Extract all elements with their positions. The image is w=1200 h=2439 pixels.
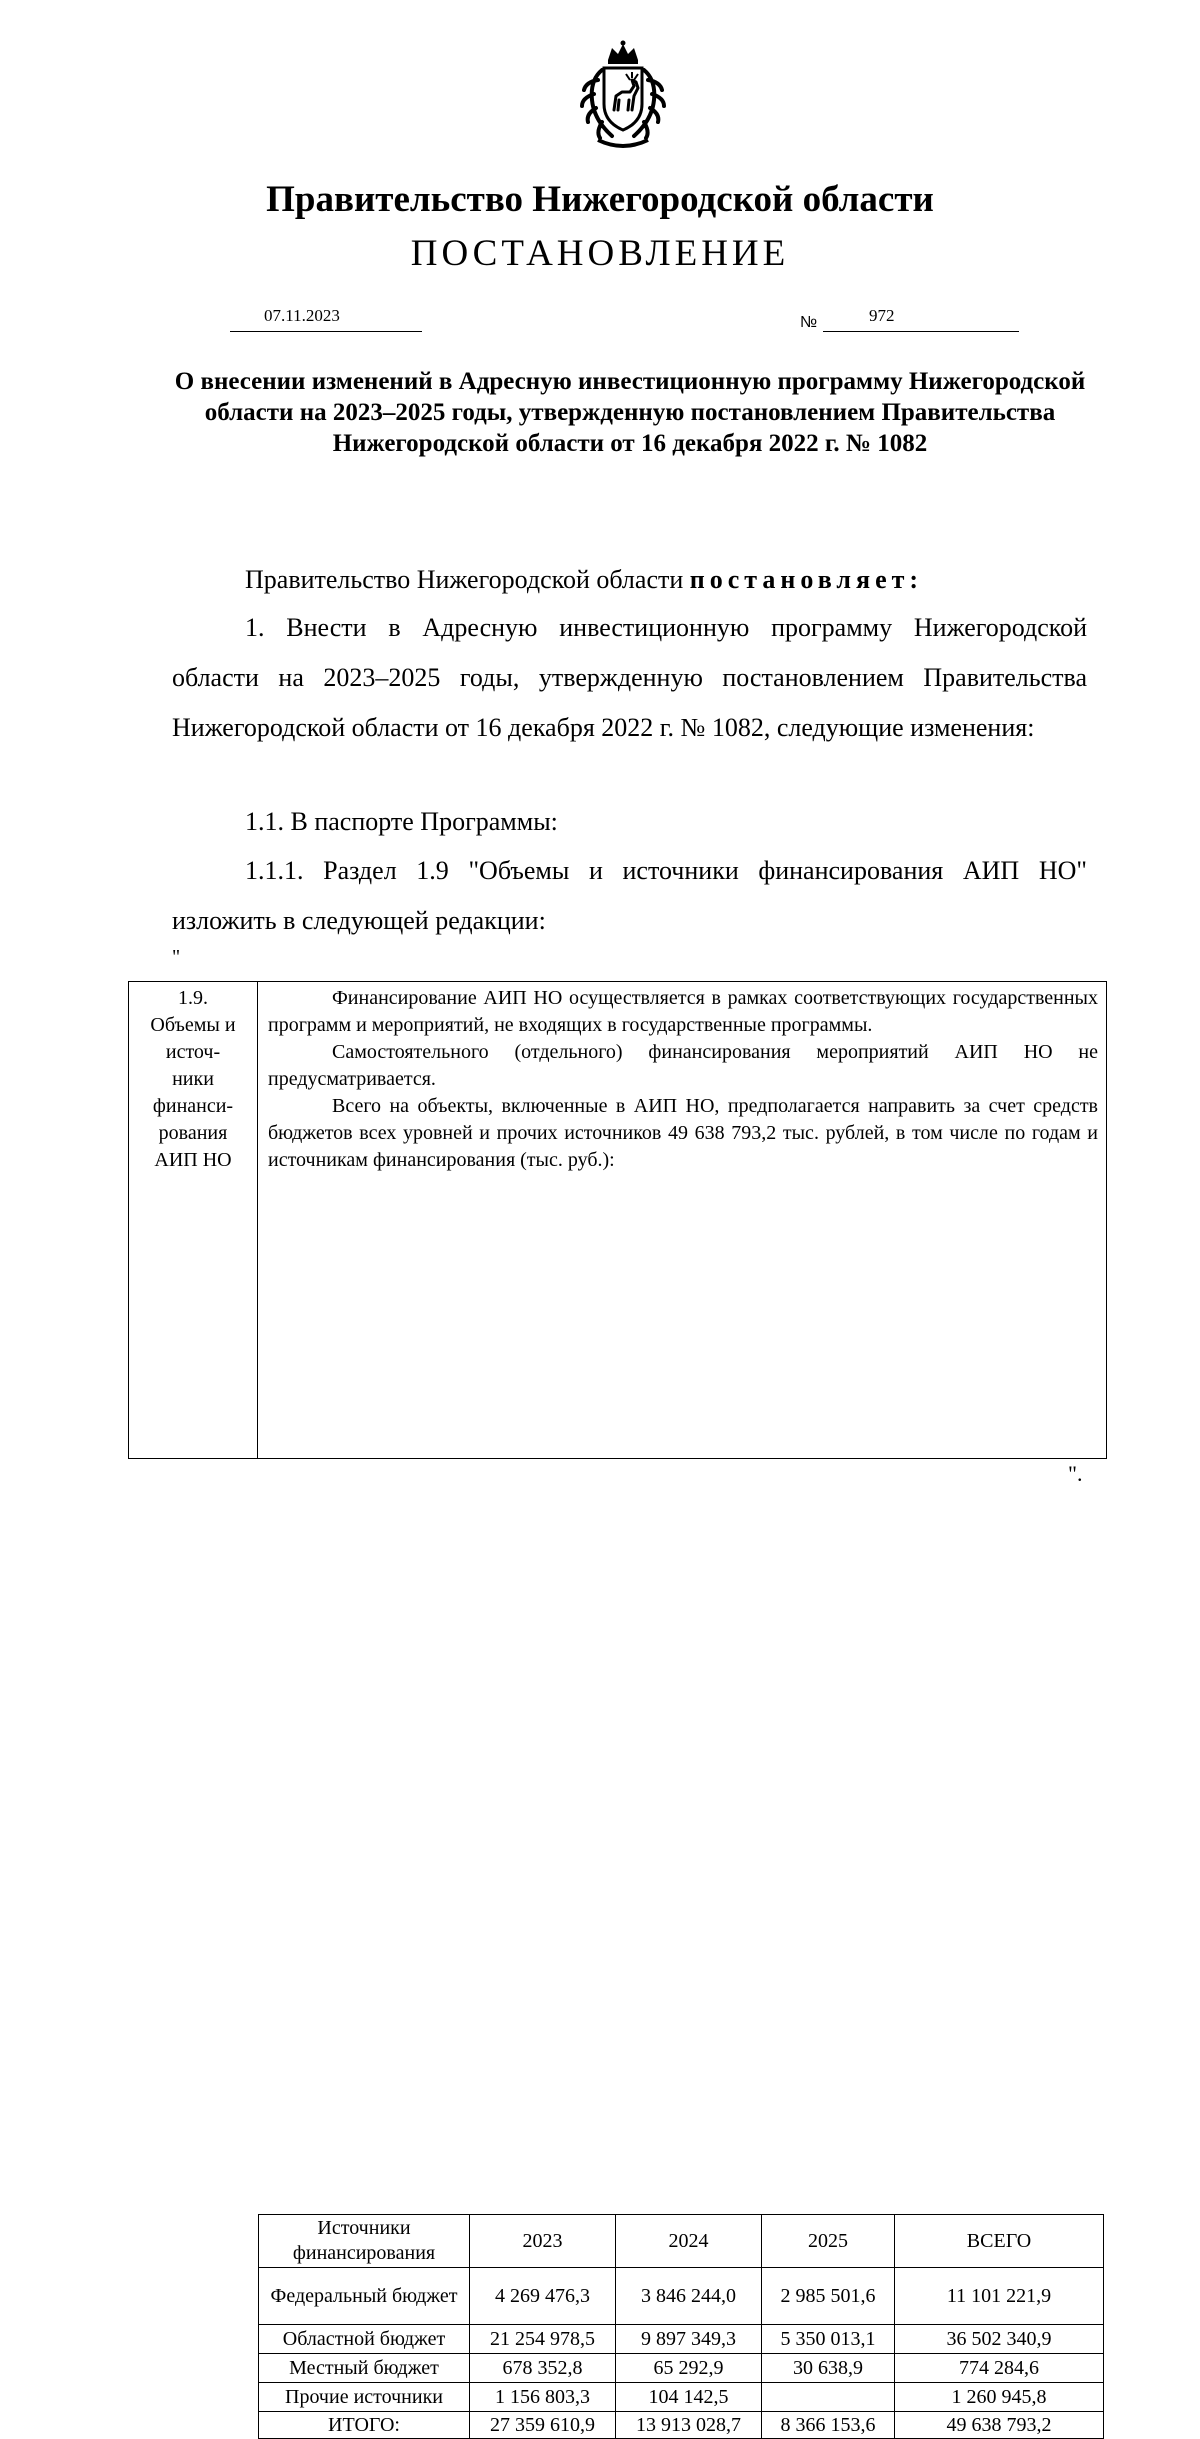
- section-paragraph: Финансирование АИП НО осуществляется в рамках соответствующих государственных программ и мероприятий, не входящих в государственные программы.: [268, 987, 1098, 1036]
- table-row: [259, 2354, 1104, 2383]
- table-cell: Федеральный бюджет: [259, 2268, 470, 2325]
- column-header: ВСЕГО: [895, 2215, 1104, 2268]
- table-header-row: [259, 2215, 1104, 2268]
- section-title-line: рования: [158, 1122, 228, 1144]
- decree-word: постановляет:: [689, 565, 924, 594]
- table-row: [259, 2383, 1104, 2412]
- table-cell: 774 284,6: [895, 2354, 1104, 2383]
- table-cell: 4 269 476,3: [470, 2268, 616, 2325]
- section-content-cell: [258, 982, 1105, 1458]
- section-title-line: АИП НО: [154, 1149, 232, 1171]
- table-row: [259, 2268, 1104, 2325]
- document-date: 07.11.2023: [264, 306, 340, 325]
- financing-table: [258, 2214, 1104, 2439]
- column-header: 2023: [470, 2215, 616, 2268]
- decree-prefix: Правительство Нижегородской области: [245, 565, 690, 594]
- item-1-1-1-paragraph: 1.1.1. Раздел 1.9 "Объемы и источники финансирования АИП НО" изложить в следующей редакции:: [172, 856, 1087, 935]
- table-cell: 36 502 340,9: [895, 2325, 1104, 2354]
- opening-quote: ": [172, 946, 181, 968]
- section-title-line: Объемы и: [150, 1014, 236, 1036]
- table-cell: Областной бюджет: [259, 2325, 470, 2354]
- coat-of-arms-icon: [572, 40, 674, 152]
- table-cell: 8 366 153,6: [762, 2412, 895, 2439]
- number-sign: №: [800, 314, 818, 331]
- passport-section-table: [128, 981, 1107, 2436]
- table-cell: 27 359 610,9: [470, 2412, 616, 2439]
- table-cell: 30 638,9: [762, 2354, 895, 2383]
- table-cell: 9 897 349,3: [616, 2325, 762, 2354]
- table-cell: Местный бюджет: [259, 2354, 470, 2383]
- section-paragraph: Всего на объекты, включенные в АИП НО, предполагается направить за счет средств бюджетов всех уровней и прочих источников 49 638 793,2 тыс. рублей, в том числе по годам и источникам финансирования (тыс. руб.):: [268, 1095, 1098, 1171]
- table-cell: 104 142,5: [616, 2383, 762, 2412]
- table-cell: 21 254 978,5: [470, 2325, 616, 2354]
- document-type: ПОСТАНОВЛЕНИЕ: [410, 233, 790, 274]
- table-cell: 65 292,9: [616, 2354, 762, 2383]
- section-text: [268, 985, 1098, 1174]
- column-header: 2025: [762, 2215, 895, 2268]
- decree-paragraph: [245, 555, 1087, 605]
- closing-quote: ".: [1068, 1461, 1083, 1486]
- table-cell: Прочие источники: [259, 2383, 470, 2412]
- date-field: [230, 305, 422, 332]
- table-cell: 1 156 803,3: [470, 2383, 616, 2412]
- table-cell: 11 101 221,9: [895, 2268, 1104, 2325]
- table-cell: [762, 2383, 895, 2412]
- document-heading: О внесении изменений в Адресную инвестиционную программу Нижегородской области на 2023–2025 годы, утвержденную постановлением Правительства Нижегородской области от 16 декабря 2022 г. № 1082: [174, 368, 1086, 457]
- table-cell: 49 638 793,2: [895, 2412, 1104, 2439]
- table-cell: ИТОГО:: [259, 2412, 470, 2439]
- table-row: [259, 2325, 1104, 2354]
- section-title-line: финанси-: [152, 1095, 234, 1117]
- column-header: Источники финансирования: [259, 2215, 470, 2268]
- table-cell: 678 352,8: [470, 2354, 616, 2383]
- table-cell: 5 350 013,1: [762, 2325, 895, 2354]
- table-total-row: [259, 2412, 1104, 2439]
- number-field: [823, 305, 1019, 332]
- table-cell: 1 260 945,8: [895, 2383, 1104, 2412]
- table-cell: 3 846 244,0: [616, 2268, 762, 2325]
- section-title-line: ники: [172, 1068, 214, 1090]
- document-number: 972: [869, 306, 895, 325]
- item-1-1-paragraph: 1.1. В паспорте Программы:: [245, 807, 558, 836]
- table-cell: 13 913 028,7: [616, 2412, 762, 2439]
- item-1-paragraph: 1. Внести в Адресную инвестиционную программу Нижегородской области на 2023–2025 годы, утвержденную постановлением Правительства Нижегородской области от 16 декабря 2022 г. № 1082, следующие изменения:: [172, 613, 1087, 742]
- section-label-cell: [129, 982, 258, 1458]
- section-number: 1.9.: [178, 987, 208, 1009]
- section-title-line: источ-: [165, 1041, 221, 1063]
- organization-title: Правительство Нижегородской области: [266, 179, 934, 220]
- section-paragraph: Самостоятельного (отдельного) финансирования мероприятий АИП НО не предусматривается.: [268, 1041, 1098, 1090]
- table-cell: 2 985 501,6: [762, 2268, 895, 2325]
- column-header: 2024: [616, 2215, 762, 2268]
